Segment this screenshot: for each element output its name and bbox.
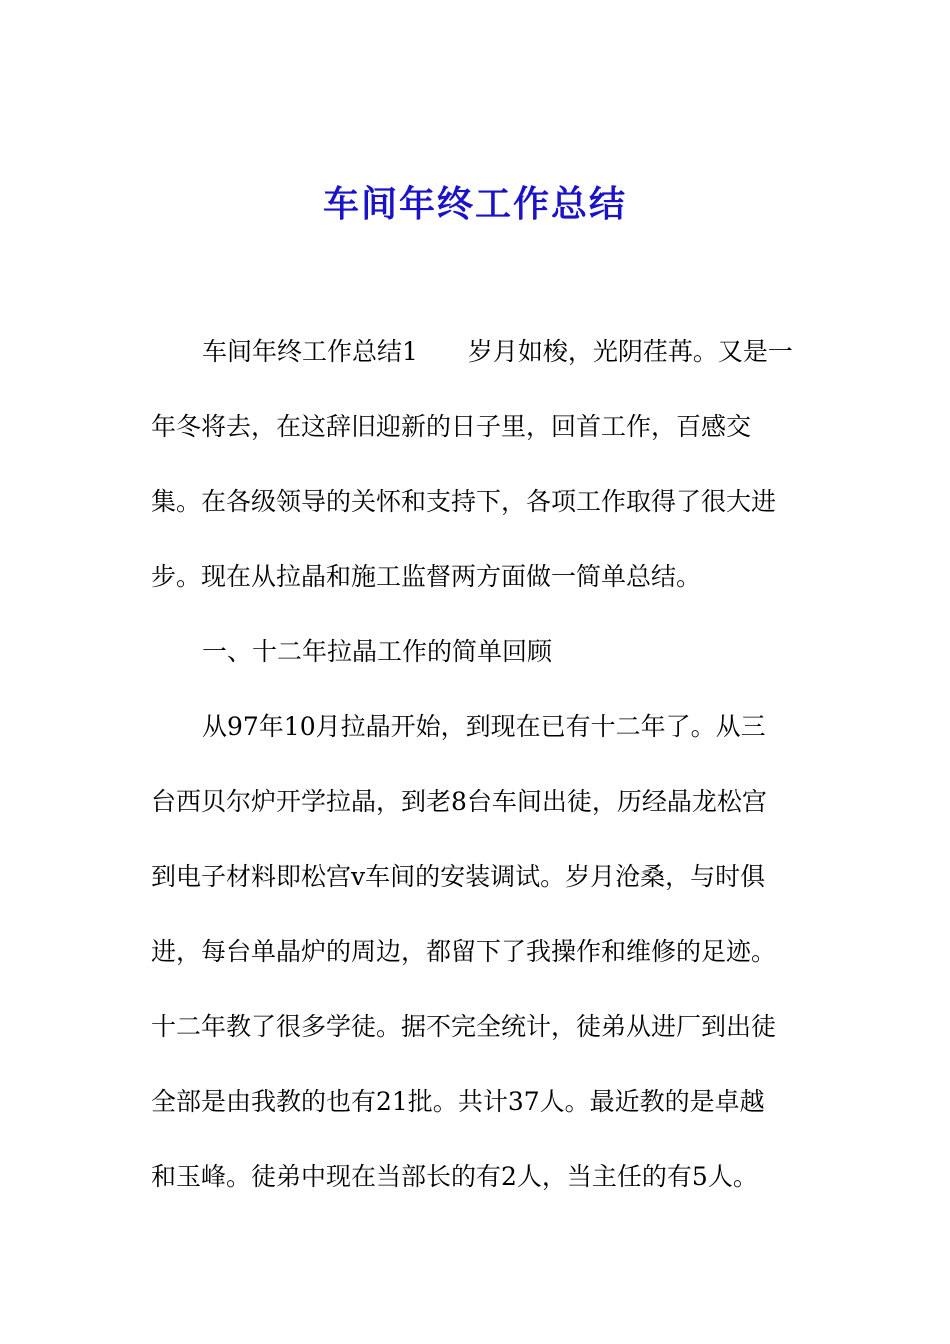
paragraph-line: 全部是由我教的也有21批。共计37人。最近教的是卓越 xyxy=(151,1087,765,1116)
paragraph-line xyxy=(151,314,801,389)
paragraph-line: 到电子材料即松宫v车间的安装调试。岁月沧桑，与时俱 xyxy=(151,862,766,891)
paragraph-text: 岁月如梭，光阴荏苒。又是一 xyxy=(467,337,793,366)
document-body xyxy=(151,314,801,1214)
paragraph-line: 和玉峰。徒弟中现在当部长的有2人，当主任的有5人。 xyxy=(151,1162,758,1191)
section-heading: 一、十二年拉晶工作的简单回顾 xyxy=(202,637,553,666)
paragraph-heading: 车间年终工作总结1 xyxy=(202,337,418,366)
paragraph-line: 集。在各级领导的关怀和支持下，各项工作取得了很大进 xyxy=(151,487,777,516)
document-title: 车间年终工作总结 xyxy=(322,183,627,225)
paragraph-line: 十二年教了很多学徒。据不完全统计，徒弟从进厂到出徒 xyxy=(151,1012,777,1041)
paragraph-line: 台西贝尔炉开学拉晶，到老8台车间出徒，历经晶龙松宫 xyxy=(151,787,767,816)
paragraph-line: 年冬将去，在这辞旧迎新的日子里，回首工作，百感交 xyxy=(151,412,752,441)
paragraph-line: 进，每台单晶炉的周边，都留下了我操作和维修的足迹。 xyxy=(151,937,777,966)
paragraph-line: 步。现在从拉晶和施工监督两方面做一简单总结。 xyxy=(151,562,702,591)
paragraph-line: 从97年10月拉晶开始，到现在已有十二年了。从三 xyxy=(202,712,766,741)
